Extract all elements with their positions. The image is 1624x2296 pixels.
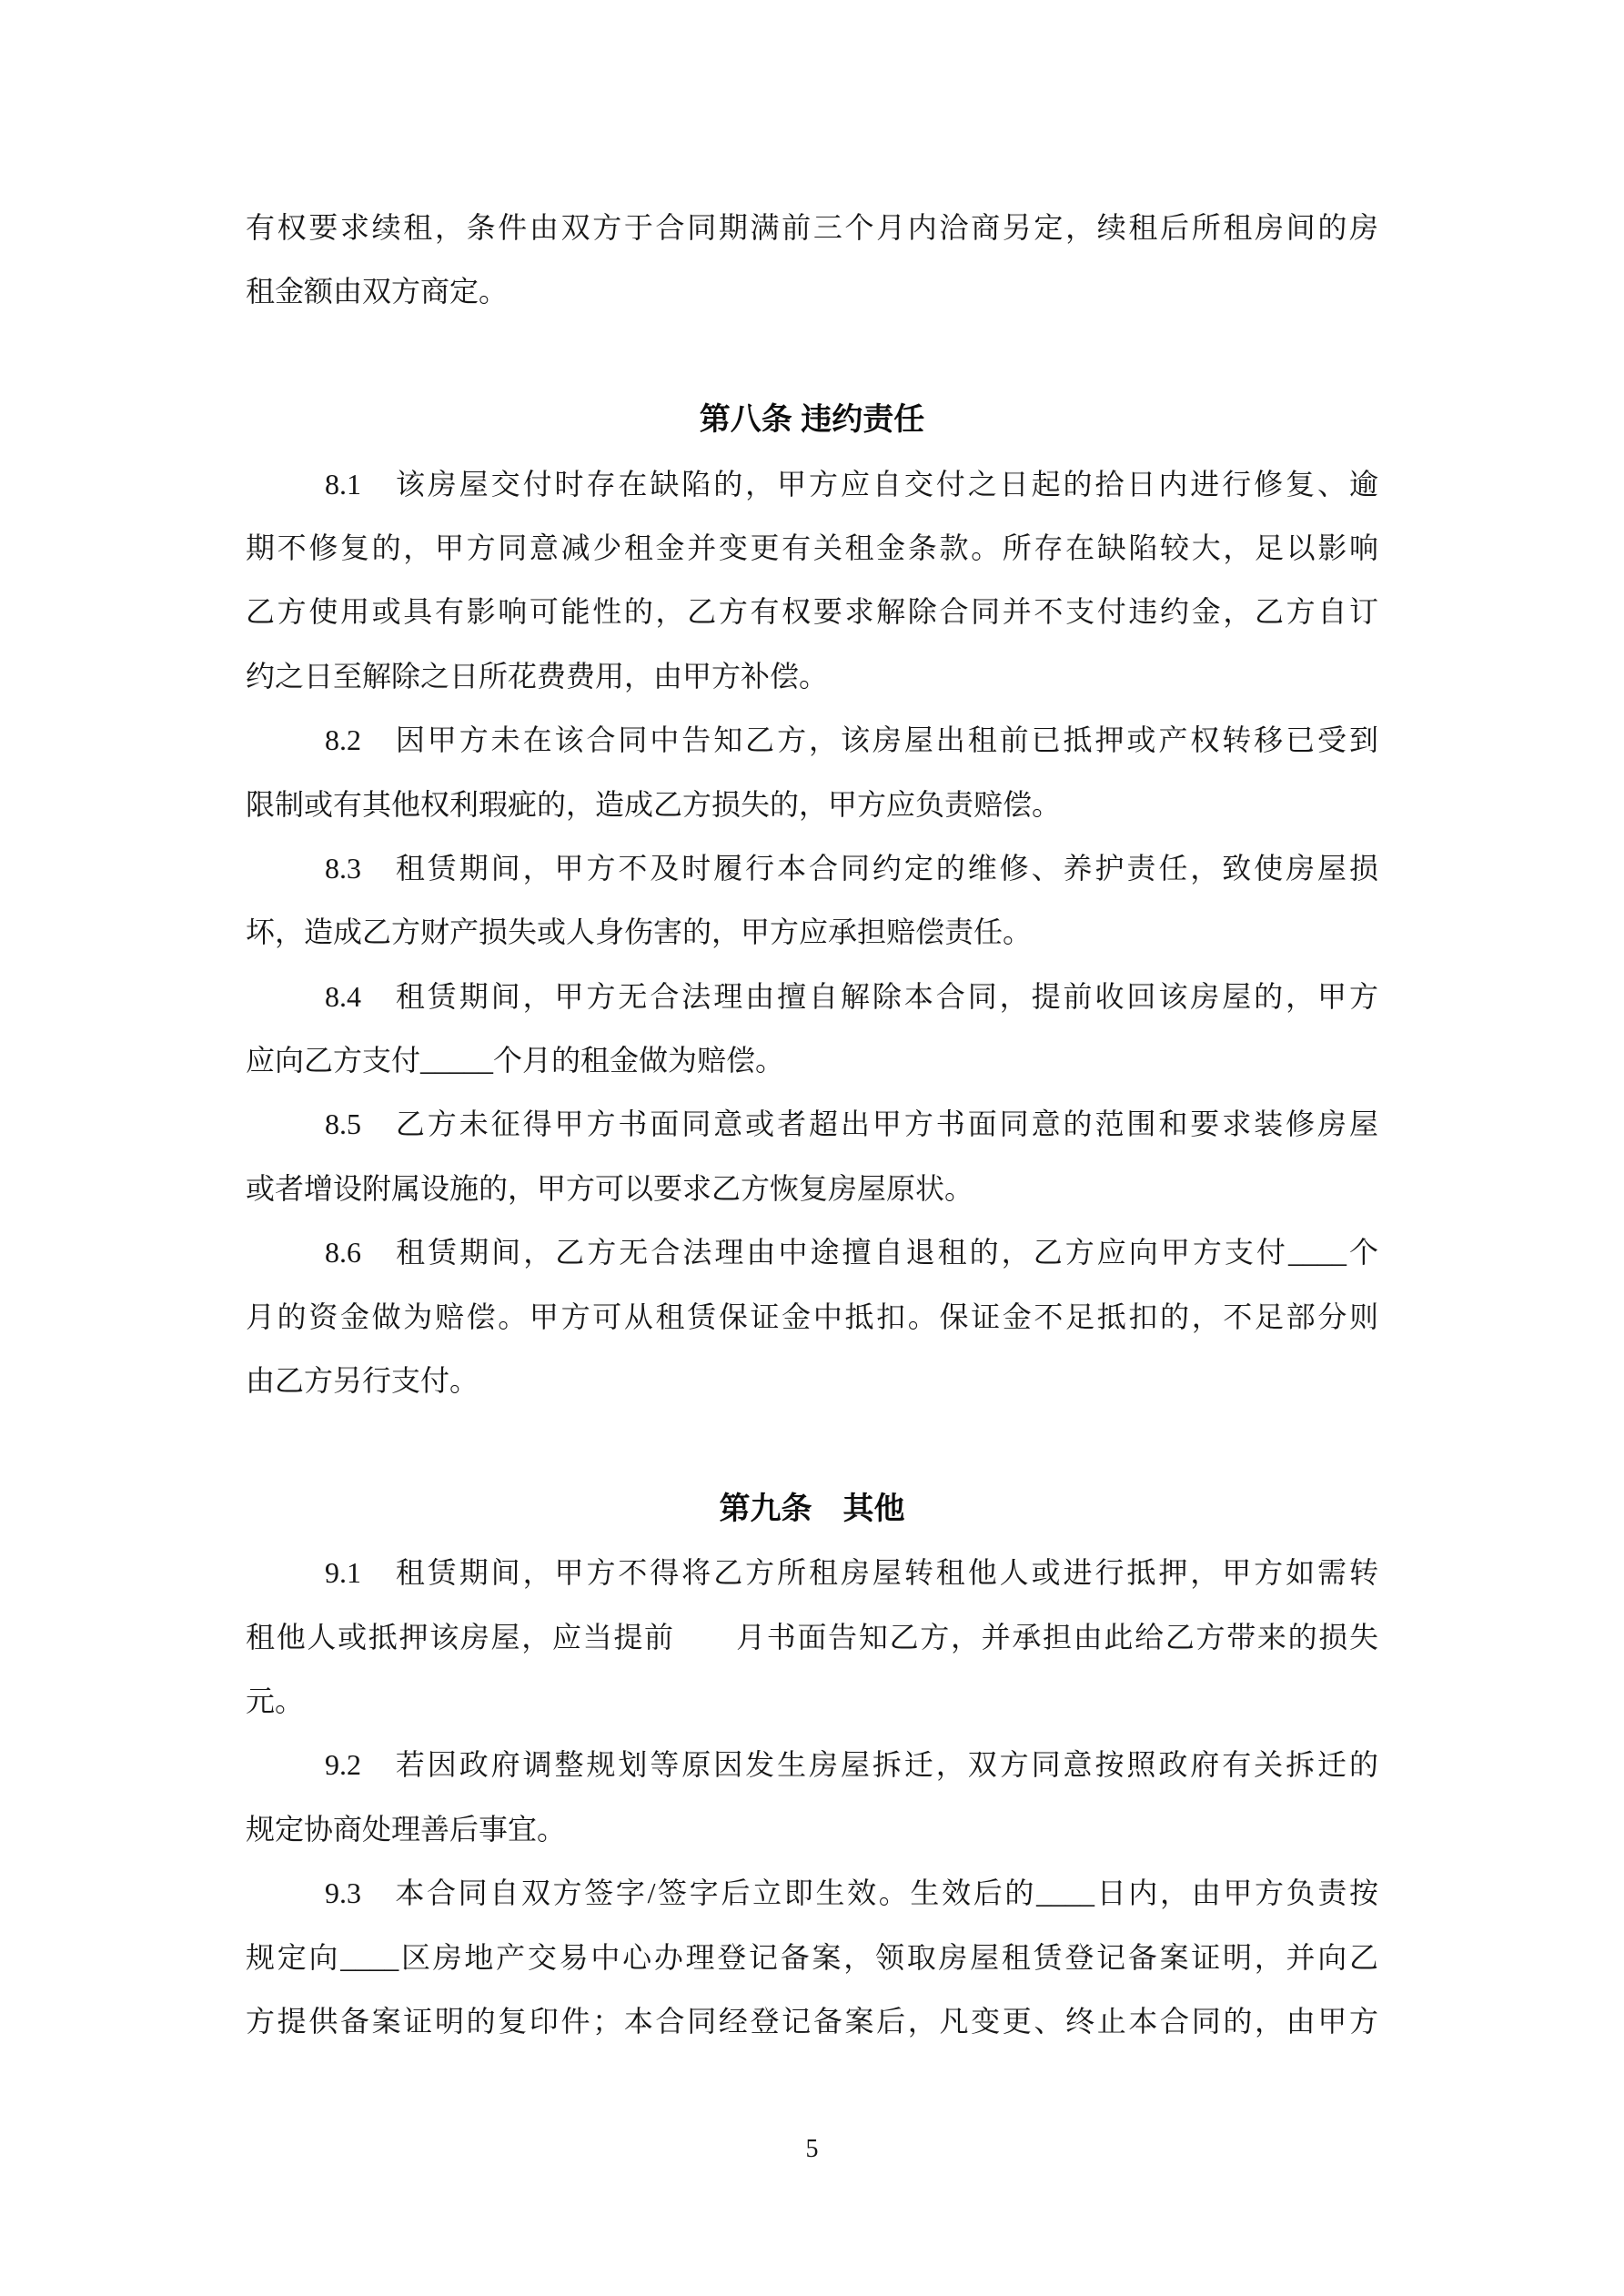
text-line: 方提供备案证明的复印件；本合同经登记备案后，凡变更、终止本合同的，由甲方 [246,2004,1378,2038]
text-line: 由乙方另行支付。 [246,1364,479,1398]
text-line: 8.2 因甲方未在该合同中告知乙方，该房屋出租前已抵押或产权转移已受到 [325,723,1378,757]
text-line: 或者增设附属设施的，甲方可以要求乙方恢复房屋原状。 [246,1171,974,1205]
text-line: 8.3 租赁期间，甲方不及时履行本合同约定的维修、养护责任，致使房屋损 [325,851,1378,885]
text-line: 9.1 租赁期间，甲方不得将乙方所租房屋转租他人或进行抵押，甲方如需转 [325,1556,1378,1590]
blank-line [246,2053,1378,2117]
text-line: 9.3 本合同自双方签字/签字后立即生效。生效后的____日内，由甲方负责按 [325,1876,1378,1910]
text-line: 8.5 乙方未征得甲方书面同意或者超出甲方书面同意的范围和要求装修房屋 [325,1108,1378,1141]
text-line: 约之日至解除之日所花费费用，由甲方补偿。 [246,659,829,693]
text-line: 期不修复的，甲方同意减少租金并变更有关租金条款。所存在缺陷较大，足以影响 [246,531,1378,564]
text-line: 规定协商处理善后事宜。 [246,1812,567,1846]
blank-line [246,324,1378,388]
text-line: 坏，造成乙方财产损失或人身伤害的，甲方应承担赔偿责任。 [246,915,1033,949]
text-line: 8.4 租赁期间，甲方无合法理由擅自解除本合同，提前收回该房屋的，甲方 [325,979,1378,1013]
text-line: 元。 [246,1684,305,1717]
text-line: 8.6 租赁期间，乙方无合法理由中途擅自退租的，乙方应向甲方支付____个 [325,1236,1378,1269]
text-line: 租他人或抵押该房屋，应当提前 月书面告知乙方，并承担由此给乙方带来的损失 [246,1620,1378,1654]
text-line: 9.2 若因政府调整规划等原因发生房屋拆迁，双方同意按照政府有关拆迁的 [325,1748,1378,1782]
section-heading: 第八条 违约责任 [699,402,925,438]
text-line: 月的资金做为赔偿。甲方可从租赁保证金中抵扣。保证金不足抵扣的，不足部分则 [246,1300,1378,1333]
text-line: 限制或有其他权利瑕疵的，造成乙方损失的，甲方应负责赔偿。 [246,787,1062,821]
text-line: 乙方使用或具有影响可能性的，乙方有权要求解除合同并不支付违约金，乙方自订 [246,595,1378,629]
blank-line [246,1412,1378,1476]
text-line: 有权要求续租，条件由双方于合同期满前三个月内洽商另定，续租后所租房间的房 [246,211,1378,244]
text-line: 租金额由双方商定。 [246,275,509,308]
section-heading: 第九条 其他 [719,1491,905,1526]
text-line: 应向乙方支付_____个月的租金做为赔偿。 [246,1044,785,1077]
page-number: 5 [805,2134,819,2163]
contract-text-flow [246,196,1378,2181]
text-line: 规定向____区房地产交易中心办理登记备案，领取房屋租赁登记备案证明，并向乙 [246,1940,1378,1974]
text-line: 8.1 该房屋交付时存在缺陷的，甲方应自交付之日起的拾日内进行修复、逾 [325,467,1378,501]
